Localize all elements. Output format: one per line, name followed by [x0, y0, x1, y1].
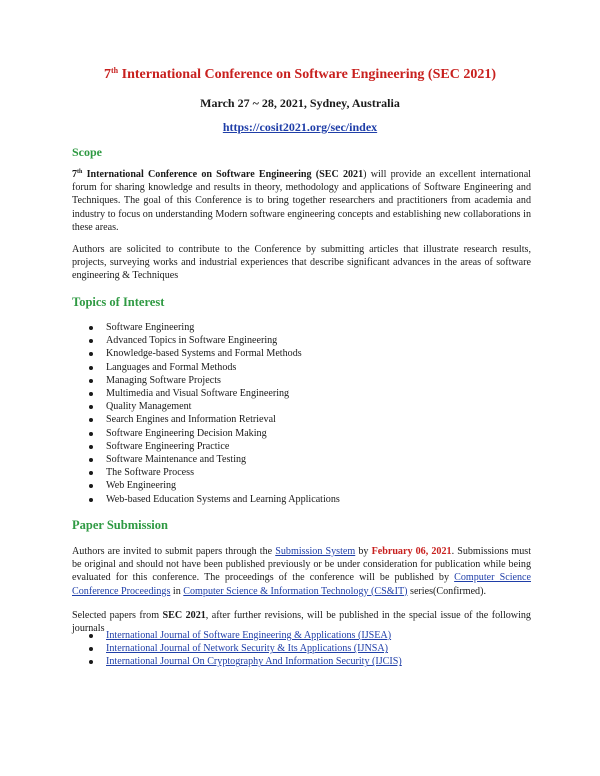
topics-list — [72, 321, 340, 506]
journals-list — [72, 629, 402, 669]
proceedings-link[interactable]: Computer Science Conference Proceedings — [72, 572, 531, 597]
page-title: 7th International Conference on Software Engineering (SEC 2021) — [104, 66, 496, 82]
csit-link[interactable]: Computer Science & Information Technology (CS&IT) — [183, 585, 408, 597]
topic-item: Multimedia and Visual Software Engineering — [72, 387, 340, 400]
journal-link[interactable]: International Journal of Software Engineering & Applications (IJSEA) — [72, 629, 402, 642]
deadline-date: February 06, 2021 — [371, 546, 452, 557]
journal-link[interactable]: International Journal of Network Security & Its Applications (IJNSA) — [72, 642, 402, 655]
paper-submission-heading: Paper Submission — [72, 518, 168, 532]
topic-item: The Software Process — [72, 466, 340, 479]
submission-paragraph: Authors are invited to submit papers through the Submission System by February 06, 2021. Submissions must be original and should not have been published previously or be under consideration for publication while being evaluated for this conference. The proceedings of the conference will be published by Computer Science Conference Proceedings in Computer Science & Information Technology (CS&IT) series(Confirmed). — [72, 546, 532, 597]
topic-item: Managing Software Projects — [72, 374, 340, 387]
topic-item: Languages and Formal Methods — [72, 361, 340, 374]
scope-paragraph-2: Authors are solicited to contribute to the Conference by submitting articles that illustrate research results, projects, surveying works and industrial experiences that describe significant advances in the areas of software engineering & Techniques — [72, 244, 531, 282]
topic-item: Software Maintenance and Testing — [72, 453, 340, 466]
scope-heading: Scope — [72, 145, 102, 159]
topics-heading: Topics of Interest — [72, 295, 165, 309]
submission-system-link[interactable]: Submission System — [275, 546, 356, 557]
journal-link[interactable]: International Journal On Cryptography And Information Security (IJCIS) — [72, 655, 402, 668]
topic-item: Software Engineering — [72, 321, 340, 334]
topic-item: Advanced Topics in Software Engineering — [72, 334, 340, 347]
topic-item: Knowledge-based Systems and Formal Methods — [72, 347, 340, 360]
conference-url-link[interactable]: https://cosit2021.org/sec/index — [222, 120, 378, 134]
topic-item: Quality Management — [72, 400, 340, 413]
topic-item: Software Engineering Decision Making — [72, 427, 340, 440]
topic-item: Search Engines and Information Retrieval — [72, 413, 340, 426]
selected-papers-paragraph: Selected papers from SEC 2021, after further revisions, will be published in the special issue of the following journals — [72, 610, 531, 635]
conference-dates: March 27 ~ 28, 2021, Sydney, Australia — [200, 96, 400, 110]
topic-item: Web-based Education Systems and Learning Applications — [72, 493, 340, 506]
topic-item: Software Engineering Practice — [72, 440, 340, 453]
scope-paragraph-1: 7th International Conference on Software Engineering (SEC 2021) will provide an excellent international forum for sharing knowledge and results in theory, methodology and applications of Software Engineering and Techniques. The goal of this Conference is to bring together researchers and practitioners from academia and industry to focus on understanding Modern software engineering concepts and establishing new collaborations in these areas. — [72, 169, 531, 233]
topic-item: Web Engineering — [72, 479, 340, 492]
